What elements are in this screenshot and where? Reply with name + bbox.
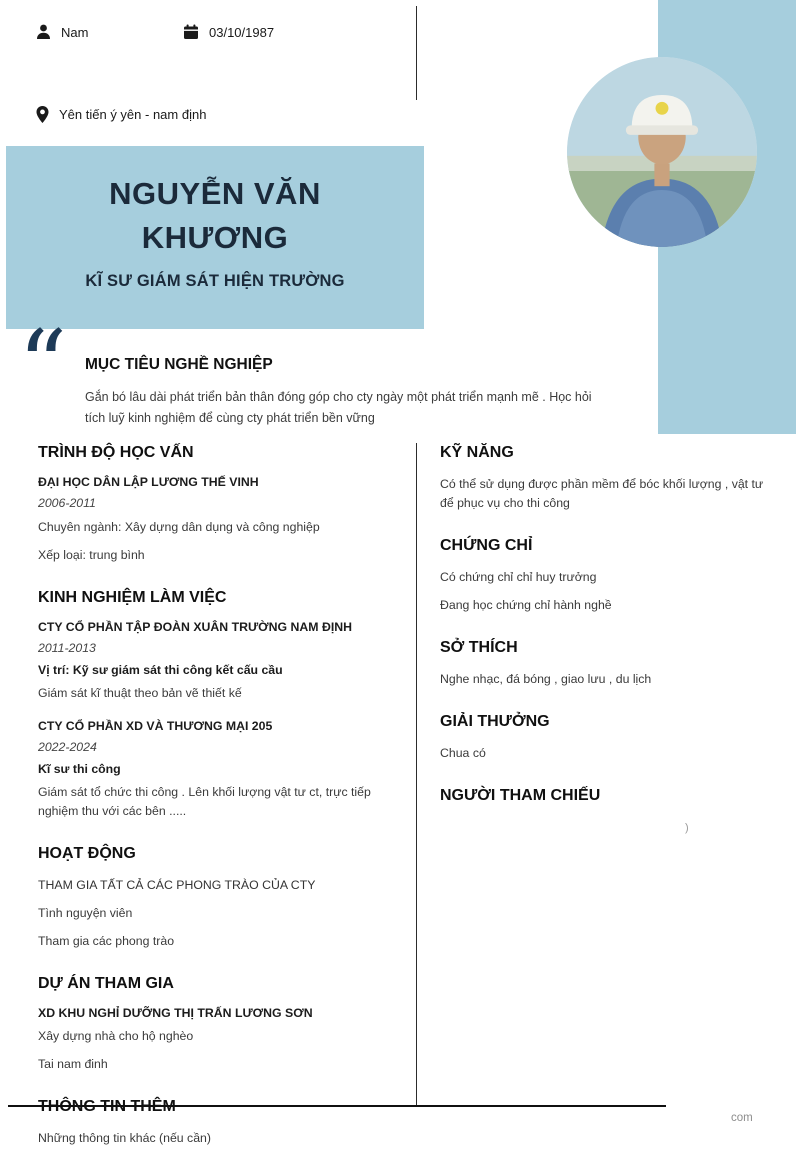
projects-heading: DỰ ÁN THAM GIA <box>38 975 174 992</box>
additional-info-section <box>38 1098 396 1148</box>
awards-heading: GIẢI THƯỞNG <box>440 713 550 730</box>
job-period: 2022-2024 <box>38 740 97 754</box>
column-divider <box>416 443 417 1105</box>
contact-address <box>36 106 206 123</box>
calendar-icon <box>183 24 199 40</box>
experience-job <box>38 719 396 821</box>
education-grade: Xếp loại: trung bình <box>38 548 145 562</box>
job-description: Giám sát tổ chức thi công . Lên khối lượng vật tư ct, trực tiếp nghiệm thu với các bên ..... <box>38 785 371 818</box>
education-major: Chuyên ngành: Xây dựng dân dụng và công nghiệp <box>38 520 320 534</box>
additional-info-heading: THÔNG TIN THÊM <box>38 1098 176 1115</box>
job-position: Vị trí: Kỹ sư giám sát thi công kết cấu cầu <box>38 663 283 677</box>
experience-heading: KINH NGHIỆM LÀM VIỆC <box>38 589 227 606</box>
activities-heading: HOẠT ĐỘNG <box>38 845 136 862</box>
contact-address-label: Yên tiến ý yên - nam định <box>59 107 207 122</box>
profile-photo-placeholder <box>567 57 757 247</box>
references-heading: NGƯỜI THAM CHIẾU <box>440 787 601 804</box>
left-column <box>38 444 396 1172</box>
job-company: CTY CỔ PHẦN XD VÀ THƯƠNG MẠI 205 <box>38 719 273 733</box>
hobbies-text: Nghe nhạc, đá bóng , giao lưu , du lịch <box>440 672 652 686</box>
contact-gender <box>36 24 88 40</box>
location-icon <box>36 106 49 123</box>
awards-section <box>440 713 780 763</box>
awards-text: Chua có <box>440 746 486 760</box>
activities-section <box>38 845 396 951</box>
projects-section <box>38 975 396 1074</box>
education-heading: TRÌNH ĐỘ HỌC VẤN <box>38 444 194 461</box>
quote-icon: “ <box>18 318 68 390</box>
objective-heading: MỤC TIÊU NGHỀ NGHIỆP <box>85 356 273 373</box>
objective-text: Gắn bó lâu dài phát triển bản thân đóng góp cho cty ngày một phát triển mạnh mẽ . Học hỏi tích luỹ kinh nghiệm để cùng cty phát triển bền vững <box>85 390 592 425</box>
experience-job <box>38 620 396 703</box>
project-line: Xây dựng nhà cho hộ nghèo <box>38 1029 194 1043</box>
activities-org: THAM GIA TẤT CẢ CÁC PHONG TRÀO CỦA CTY <box>38 878 316 892</box>
job-period: 2011-2013 <box>38 641 96 655</box>
certificate-line: Đang học chứng chỉ hành nghề <box>440 598 612 612</box>
header <box>6 146 424 329</box>
hobbies-section <box>440 639 780 689</box>
hobbies-heading: SỞ THÍCH <box>440 639 518 656</box>
education-school: ĐẠI HỌC DÂN LẬP LƯƠNG THẾ VINH <box>38 475 259 489</box>
contact-dob <box>183 24 274 40</box>
certificate-line: Có chứng chỉ chỉ huy trưởng <box>440 570 597 584</box>
profile-photo <box>567 57 757 247</box>
job-description: Giám sát kĩ thuật theo bản vẽ thiết kế <box>38 686 242 700</box>
person-icon <box>36 24 51 40</box>
education-period: 2006-2011 <box>38 496 96 510</box>
page-title: NGUYỄN VĂN KHƯƠNG <box>109 176 321 255</box>
job-company: CTY CỔ PHẦN TẬP ĐOÀN XUÂN TRƯỜNG NAM ĐỊNH <box>38 620 353 634</box>
job-position: Kĩ sư thi công <box>38 762 121 776</box>
right-column <box>440 444 780 862</box>
top-divider <box>416 6 417 100</box>
experience-section <box>38 589 396 821</box>
watermark-text: com <box>731 1112 753 1124</box>
certificates-section <box>440 537 780 615</box>
skills-section <box>440 444 780 513</box>
skills-text: Có thể sử dụng được phần mềm để bóc khối lượng , vật tư để phục vụ cho thi công <box>440 477 764 510</box>
contact-dob-label: 03/10/1987 <box>209 24 275 40</box>
job-title: KĨ SƯ GIÁM SÁT HIỆN TRƯỜNG <box>85 272 345 290</box>
references-note: ) <box>685 822 689 834</box>
activities-detail: Tham gia các phong trào <box>38 934 175 948</box>
references-section <box>440 787 780 838</box>
certificates-heading: CHỨNG CHỈ <box>440 537 533 554</box>
education-section <box>38 444 396 565</box>
contact-gender-label: Nam <box>61 24 89 40</box>
additional-info-text: Những thông tin khác (nếu cần) <box>38 1131 211 1145</box>
project-name: XD KHU NGHỈ DƯỠNG THỊ TRẤN LƯƠNG SƠN <box>38 1006 313 1020</box>
objective-section <box>85 356 607 429</box>
skills-heading: KỸ NĂNG <box>440 444 514 461</box>
project-line: Tai nam đinh <box>38 1057 108 1071</box>
activities-role: Tình nguyện viên <box>38 906 133 920</box>
